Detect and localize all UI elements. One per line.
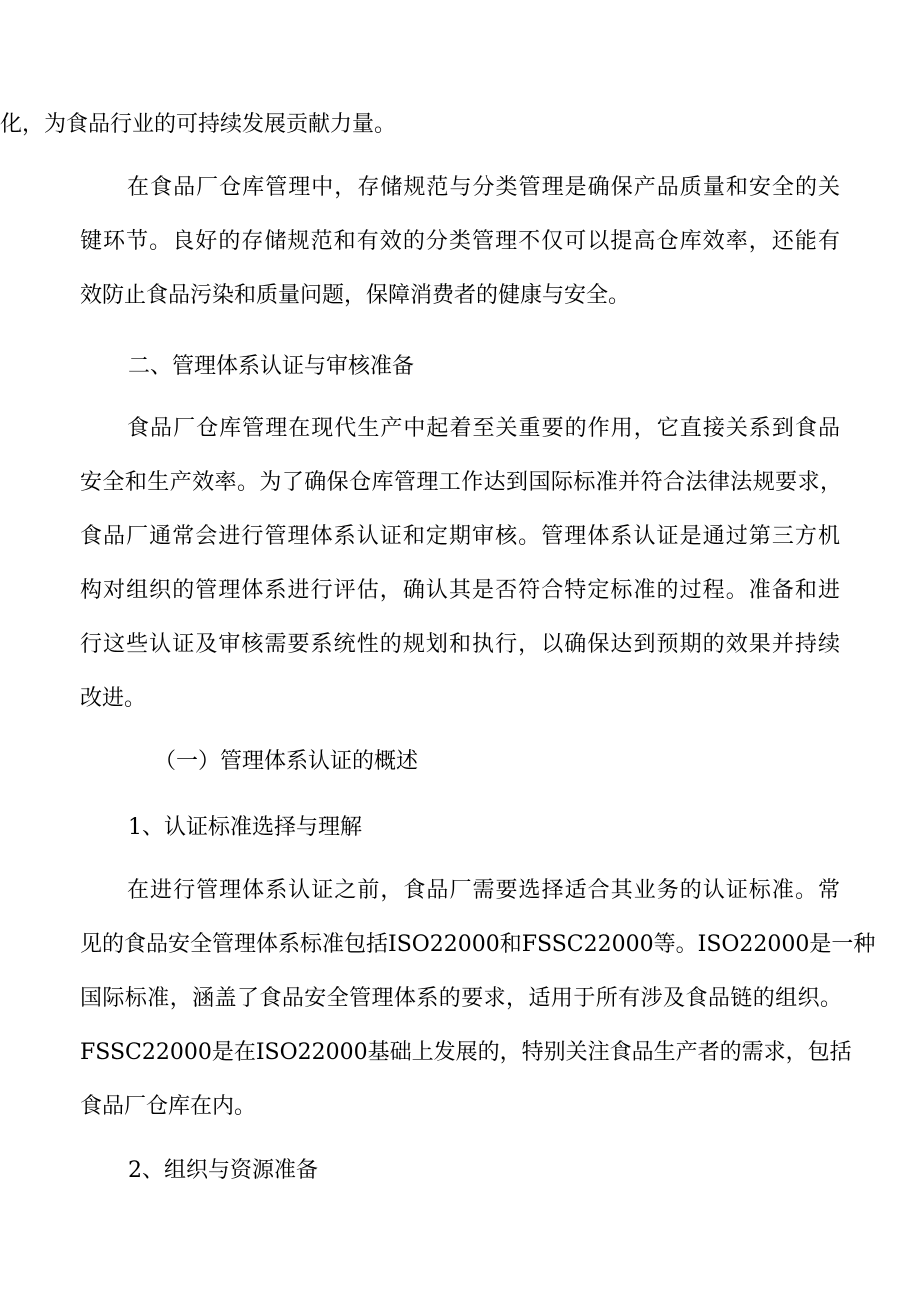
paragraph-line: 食品厂仓库在内。 <box>80 1094 257 1119</box>
paragraph-line: 行这些认证及审核需要系统性的规划和执行，以确保达到预期的效果并持续 <box>80 632 840 657</box>
paragraph-line: 食品厂仓库管理在现代生产中起着至关重要的作用，它直接关系到食品 <box>127 416 840 441</box>
paragraph-line: 键环节。良好的存储规范和有效的分类管理不仅可以提高仓库效率，还能有 <box>80 229 840 254</box>
paragraph-line: 效防止食品污染和质量问题，保障消费者的健康与安全。 <box>80 283 631 308</box>
paragraph-line: 见的食品安全管理体系标准包括ISO22000和FSSC22000等。ISO22000是一种 <box>80 932 876 957</box>
subsection-heading: 1、认证标准选择与理解 <box>128 815 362 840</box>
paragraph-line: 国际标准，涵盖了食品安全管理体系的要求，适用于所有涉及食品链的组织。 <box>80 986 842 1011</box>
section-heading: 二、管理体系认证与审核准备 <box>128 354 415 379</box>
paragraph-line: 在食品厂仓库管理中，存储规范与分类管理是确保产品质量和安全的关 <box>127 175 840 200</box>
paragraph-line: 安全和生产效率。为了确保仓库管理工作达到国际标准并符合法律法规要求， <box>80 470 842 495</box>
subsection-heading: （一）管理体系认证的概述 <box>154 749 419 774</box>
paragraph-line: 食品厂通常会进行管理体系认证和定期审核。管理体系认证是通过第三方机 <box>80 524 840 549</box>
paragraph-line: FSSC22000是在ISO22000基础上发展的，特别关注食品生产者的需求，包括 <box>80 1040 852 1065</box>
paragraph-line: 改进。 <box>80 686 147 711</box>
subsection-heading: 2、组织与资源准备 <box>128 1158 318 1183</box>
paragraph-line: 构对组织的管理体系进行评估，确认其是否符合特定标准的过程。准备和进 <box>80 578 840 603</box>
paragraph-line: 化，为食品行业的可持续发展贡献力量。 <box>0 112 397 137</box>
paragraph-line: 在进行管理体系认证之前，食品厂需要选择适合其业务的认证标准。常 <box>127 878 840 903</box>
